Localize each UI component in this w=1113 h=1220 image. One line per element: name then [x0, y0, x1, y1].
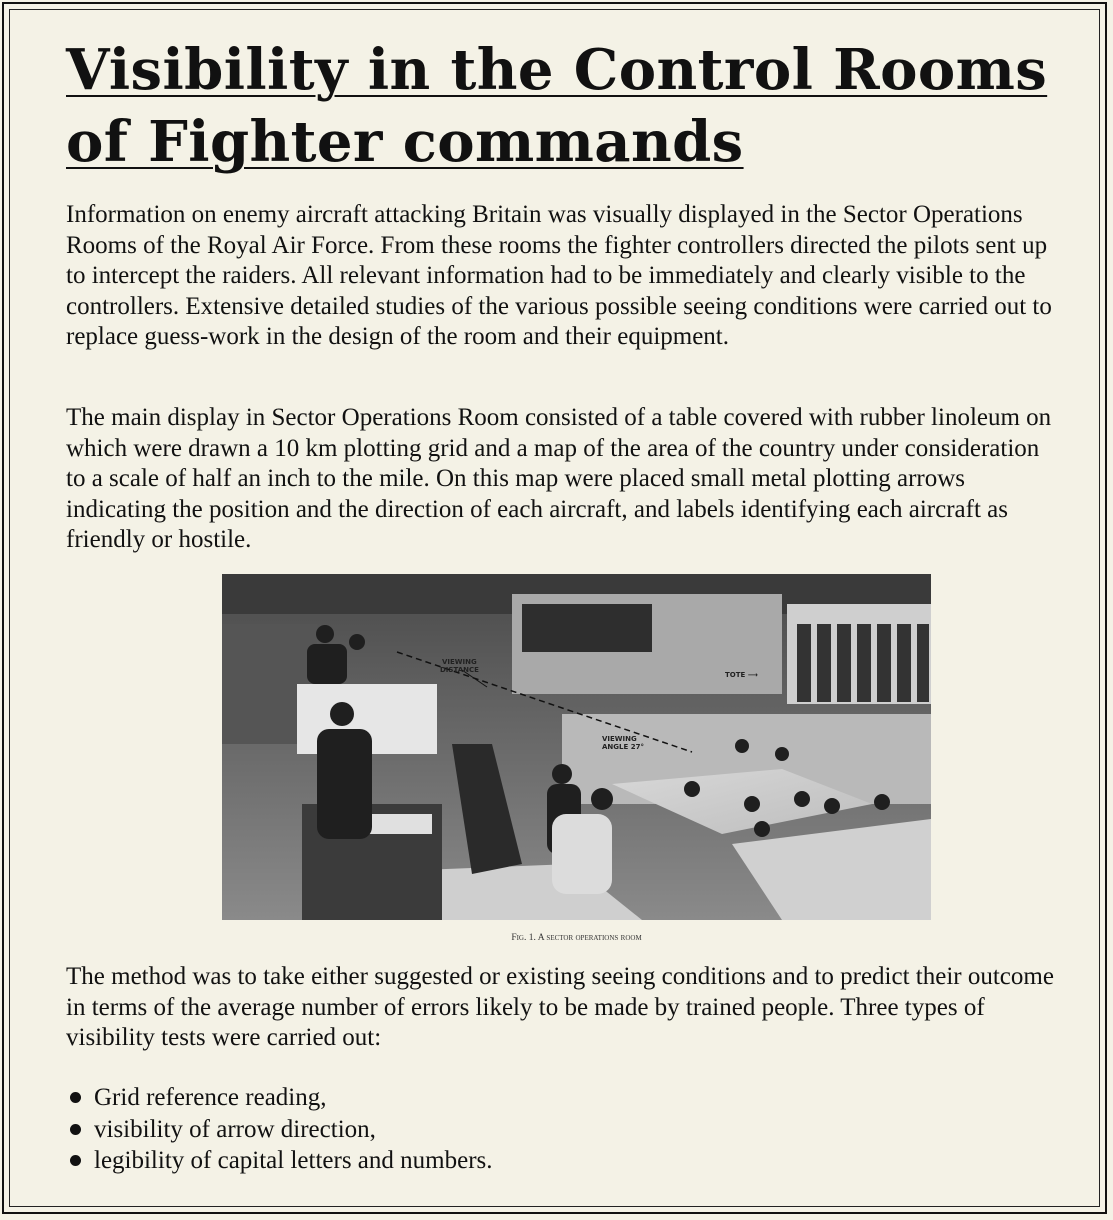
- list-item: [66, 1114, 493, 1146]
- list-item-text: legibility of capital letters and numbers.: [94, 1147, 493, 1174]
- viewing-distance-label-2: DISTANCE: [440, 666, 479, 674]
- paragraph-method: The method was to take either suggested or existing seeing conditions and to predict their outcome in terms of the average number of errors likely to be made by trained people. Three types of visibility tests were carried out:: [66, 963, 1054, 1052]
- list-item: [66, 1145, 493, 1177]
- bullet-icon: [70, 1092, 81, 1103]
- paragraph-main-display: The main display in Sector Operations Room consisted of a table covered with rubber linoleum on which were drawn a 10 km plotting grid and a map of the area of the country under consideration to a scale of half an inch to the mile. On this map were placed small metal plotting arrows indicating the position and the direction of each aircraft, and labels identifying each aircraft as friendly or hostile.: [66, 404, 1052, 554]
- list-item-text: visibility of arrow direction,: [94, 1115, 376, 1143]
- viewing-angle-label-2: ANGLE 27°: [602, 743, 644, 751]
- tote-label: TOTE ⟶: [725, 671, 758, 679]
- page-title: Visibility in the Control Rooms of Fighter commands: [66, 37, 1048, 175]
- list-item-text: Grid reference reading,: [94, 1084, 327, 1111]
- viewing-distance-label-1: VIEWING: [442, 658, 477, 666]
- figure-caption: Fig. 1. A sector operations room: [511, 933, 642, 943]
- bullet-icon: [70, 1155, 81, 1166]
- operations-room-photo: [222, 574, 931, 920]
- visibility-tests-list: [66, 1082, 493, 1177]
- viewing-angle-label-1: VIEWING: [602, 735, 637, 743]
- bullet-icon: [70, 1124, 81, 1135]
- list-item: [66, 1082, 493, 1114]
- paragraph-intro: Information on enemy aircraft attacking Britain was visually displayed in the Sector Operations Rooms of the Royal Air Force. From these rooms the fighter controllers directed the pilots sent up to intercept the raiders. All relevant information had to be immediately and clearly visible to the controllers. Extensive detailed studies of the various possible seeing conditions were carried out to replace guess-work in the design of the room and their equipment.: [66, 201, 1052, 351]
